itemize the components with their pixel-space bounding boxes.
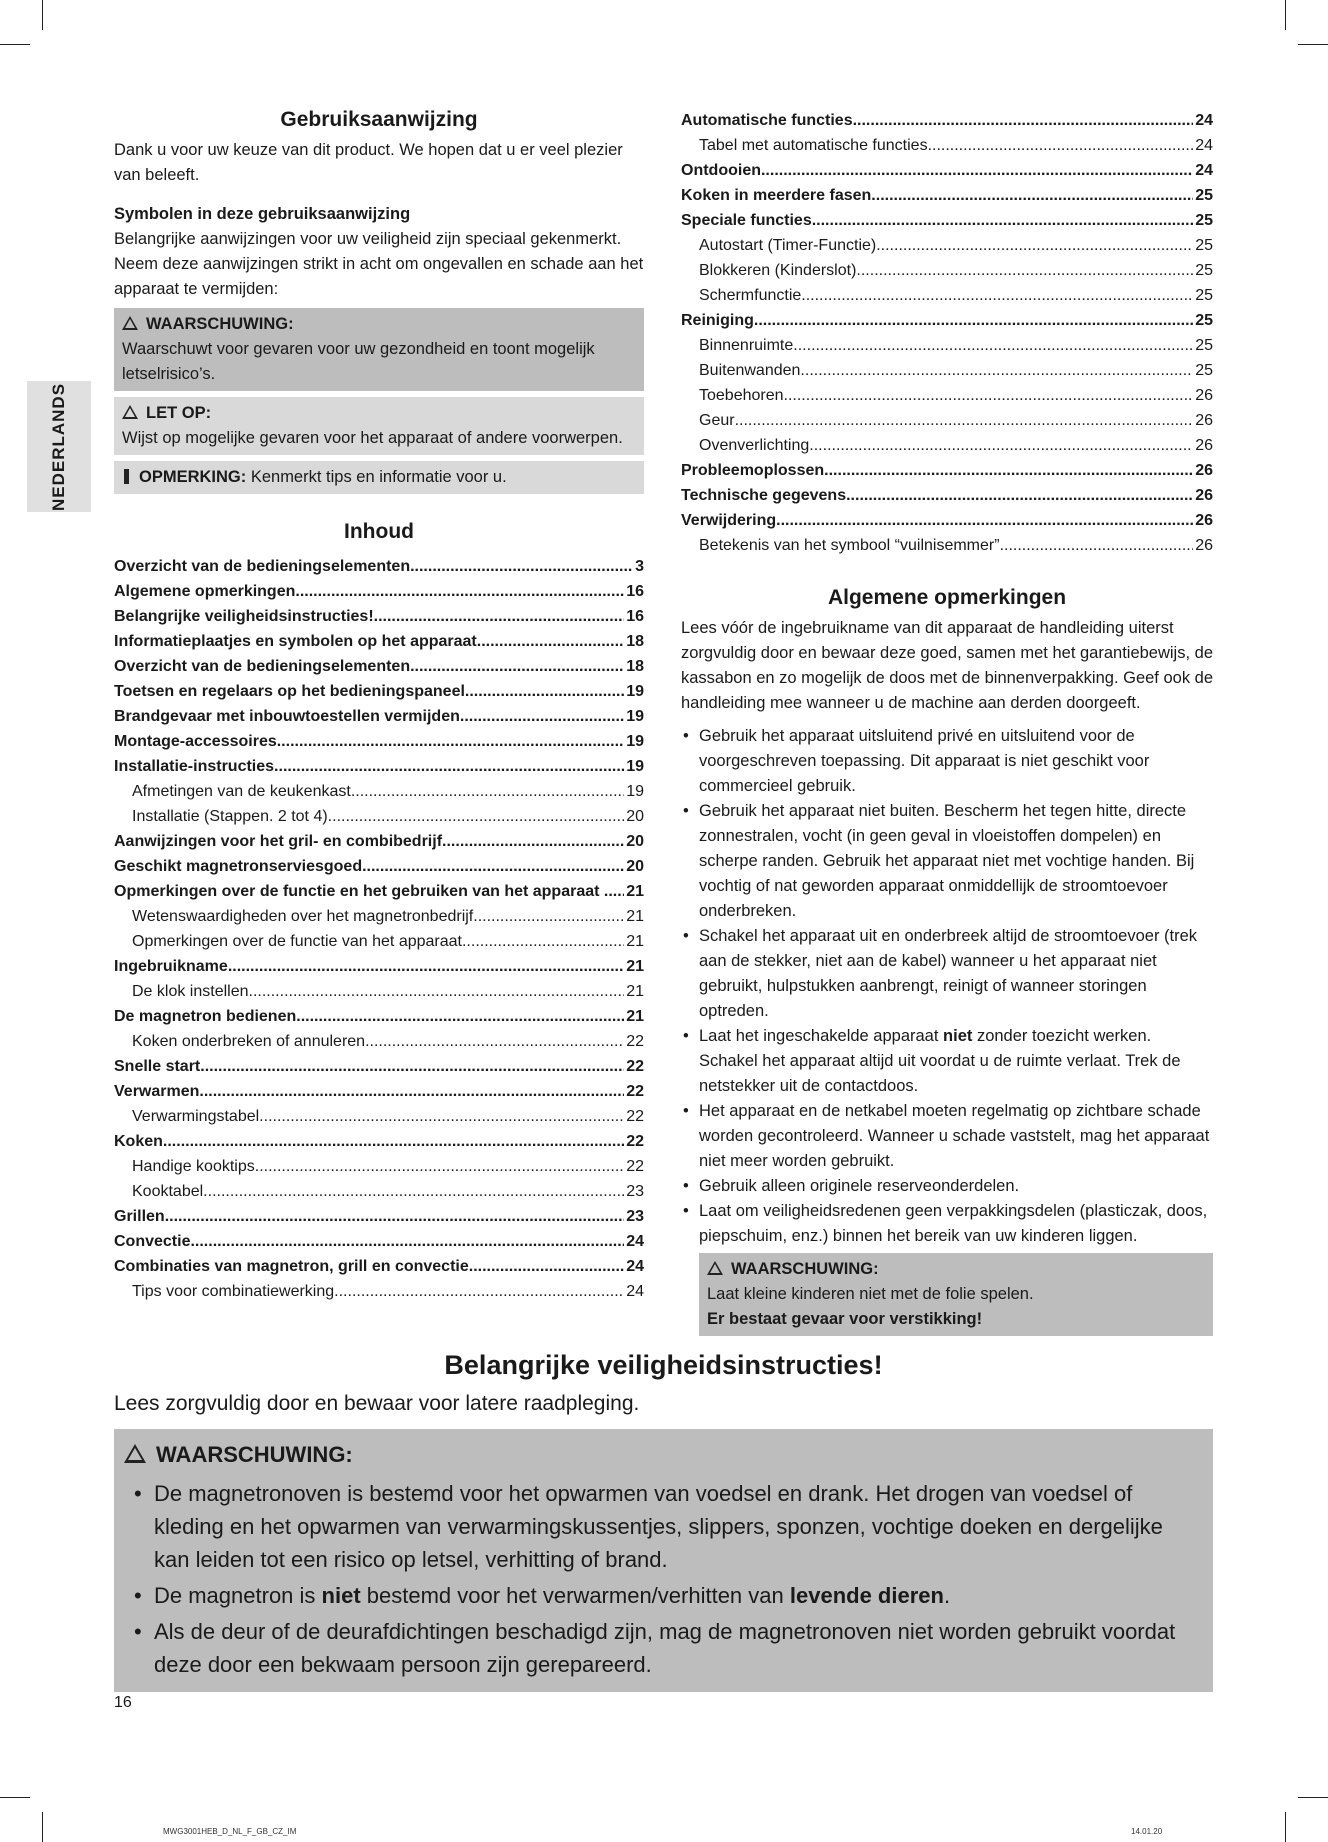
toc-page-number: 24 [1195, 162, 1213, 179]
toc-entry-title: Geur [699, 412, 735, 429]
toc-page-number: 25 [1195, 312, 1213, 329]
toc-entry-title: Installatie-instructies [114, 758, 275, 775]
toc-entry [114, 979, 644, 1004]
caution-label: LET OP: [146, 404, 212, 422]
note-label: OPMERKING: [139, 468, 247, 486]
right-column [681, 108, 1213, 1336]
toc-leader [477, 629, 624, 654]
toc-leader [469, 1254, 624, 1279]
toc-page-number: 21 [626, 883, 644, 900]
intro-text: Dank u voor uw keuze van dit product. We hopen dat u er veel plezier van beleeft. [114, 141, 623, 184]
toc-page-number: 25 [1195, 337, 1213, 354]
toc-entry [681, 158, 1213, 183]
crop-mark [1285, 0, 1286, 30]
warning-label: WAARSCHUWING: [156, 1442, 353, 1467]
toc-page-number: 25 [1195, 287, 1213, 304]
toc-entry-title: De magnetron bedienen [114, 1008, 297, 1025]
toc-leader [928, 133, 1194, 158]
toc-entry-title: Handige kooktips. [132, 1158, 260, 1175]
list-item-text: Laat het ingeschakelde apparaat [699, 1027, 944, 1045]
toc-entry-title: Buitenwanden [699, 362, 801, 379]
toc-leader [228, 954, 624, 979]
warning-label: WAARSCHUWING: [146, 315, 294, 333]
toc-leader [334, 1279, 624, 1304]
toc-leader [800, 358, 1193, 383]
toc-entry [681, 208, 1213, 233]
list-item-text: bestemd voor het verwarmen/verhitten van [360, 1583, 790, 1608]
toc-page-number: 24 [626, 1258, 644, 1275]
toc-entry [114, 1154, 644, 1179]
toc-entry-title: Schermfunctie [699, 287, 802, 304]
toc-entry [681, 308, 1213, 333]
toc-leader [410, 554, 633, 579]
toc-entry [681, 358, 1213, 383]
toc-entry-title: Belangrijke veiligheidsinstructies! [114, 608, 374, 625]
footer-doc-code: MWG3001HEB_D_NL_F_GB_CZ_IM [163, 1827, 297, 1836]
toc-entry [114, 1229, 644, 1254]
safety-warning-box [114, 1429, 1213, 1692]
toc-leader [410, 654, 624, 679]
toc-leader [754, 308, 1193, 333]
toc-page-number: 18 [626, 633, 644, 650]
crop-mark [1285, 1812, 1286, 1842]
toc-entry-title: Ontdooien [681, 162, 761, 179]
toc-leader [856, 258, 1193, 283]
toc-entry [114, 1179, 644, 1204]
toc-entry-title: Grillen [114, 1208, 165, 1225]
toc-entry [114, 954, 644, 979]
toc-entry [681, 533, 1213, 558]
toc-page-number: 26 [1195, 412, 1213, 429]
toc-page-number: 24 [626, 1283, 644, 1300]
toc-leader [473, 904, 624, 929]
toc-leader [249, 979, 625, 1004]
toc-leader [776, 508, 1193, 533]
toc-entry-title: Koken [114, 1133, 163, 1150]
toc-page-number: 3 [635, 558, 644, 575]
toc-entry [681, 333, 1213, 358]
warning-label: WAARSCHUWING: [731, 1260, 879, 1278]
toc-entry-title: Afmetingen van de keukenkast [132, 783, 351, 800]
toc-page-number: 26 [1195, 487, 1213, 504]
crop-mark [42, 1812, 43, 1842]
symbols-text: Belangrijke aanwijzingen voor uw veiligheid zijn speciaal gekenmerkt. Neem deze aanwijzingen strikt in acht om ongevallen en schade aan het apparaat te vermijden: [114, 230, 644, 298]
list-item: • Het apparaat en de netkabel moeten regelmatig op zichtbare schade worden gecontroleerd. Wanneer u schade vaststelt, mag het apparaat niet meer worden gebruikt. [681, 1099, 1213, 1174]
toc-page-number: 22 [626, 1083, 644, 1100]
toc-entry [114, 1104, 644, 1129]
list-item: • De magnetronoven is bestemd voor het opwarmen van voedsel en drank. Het drogen van voedsel of kleding en het opwarmen van verwarmingskussentjes, slippers, sponzen, vochtige doeken en dergelijke kan leiden tot een risico op letsel, verhitting of brand. [124, 1477, 1203, 1576]
warning-icon [707, 1261, 723, 1275]
toc-entry-title: Technische gegevens [681, 487, 847, 504]
toc-leader [876, 233, 1193, 258]
list-item-text: . [943, 1583, 951, 1608]
toc-entry-title: Overzicht van de bedieningselementen [114, 658, 411, 675]
toc-page-number: 25 [1195, 187, 1213, 204]
toc-leader [190, 1229, 624, 1254]
toc-leader [761, 158, 1193, 183]
toc-entry-title: Koken in meerdere fasen [681, 187, 872, 204]
toc-page-number: 16 [626, 608, 644, 625]
toc-leader [277, 729, 624, 754]
toc-page-number: 24 [1195, 112, 1213, 129]
toc-leader [846, 483, 1193, 508]
toc-entry [114, 904, 644, 929]
page-number: 16 [114, 1694, 132, 1711]
toc-entry [114, 629, 644, 654]
toc-entry [681, 108, 1213, 133]
toc-page-number: 20 [626, 833, 644, 850]
toc-page-number: 22 [626, 1033, 644, 1050]
toc-leader [203, 1179, 624, 1204]
caution-text: Wijst op mogelijke gevaren voor het apparaat of andere voorwerpen. [122, 429, 623, 447]
toc-leader [200, 1054, 624, 1079]
child-warning-box [699, 1253, 1213, 1336]
toc-leader [462, 929, 624, 954]
toc-entry-title: Brandgevaar met inbouwtoestellen vermijden [114, 708, 460, 725]
toc-entry-title: Opmerkingen over de functie van het apparaat [132, 933, 462, 950]
toc-entry [114, 804, 644, 829]
toc-leader [801, 283, 1193, 308]
safety-intro: Lees zorgvuldig door en bewaar voor latere raadpleging. [114, 1392, 640, 1415]
toc-entry-title: Toetsen en regelaars op het bedieningspaneel [114, 683, 465, 700]
toc-entry-title: Algemene opmerkingen [114, 583, 296, 600]
toc-entry [114, 1029, 644, 1054]
toc-entry-title: Montage-accessoires [114, 733, 277, 750]
list-item: • Gebruik alleen originele reserveonderdelen. [681, 1174, 1213, 1199]
toc-leader [374, 604, 625, 629]
warning-emphasis: Er bestaat gevaar voor verstikking! [707, 1310, 983, 1328]
toc-page-number: 21 [626, 983, 644, 1000]
toc-page-number: 25 [1195, 237, 1213, 254]
caution-icon [122, 405, 138, 419]
note-text: Kenmerkt tips en informatie voor u. [246, 468, 507, 486]
toc-entry [114, 879, 644, 904]
toc-entry [114, 1254, 644, 1279]
toc-leader [1000, 533, 1194, 558]
toc-entry-title: Convectie [114, 1233, 191, 1250]
toc-page-number: 22 [626, 1058, 644, 1075]
toc-entry [114, 829, 644, 854]
toc-entry-title: Toebehoren [699, 387, 784, 404]
toc-leader [784, 383, 1194, 408]
toc-entry [681, 508, 1213, 533]
list-item-text: De magnetron is [154, 1583, 322, 1608]
toc-leader [853, 108, 1194, 133]
toc-page-number: 24 [626, 1233, 644, 1250]
toc-page-number: 23 [626, 1208, 644, 1225]
toc-leader [274, 754, 624, 779]
toc-leader [465, 679, 624, 704]
toc-entry [114, 729, 644, 754]
list-item: • Laat om veiligheidsredenen geen verpakkingsdelen (plasticzak, doos, piepschuim, enz.) binnen het bereik van uw kinderen liggen. [681, 1199, 1213, 1249]
list-item: • Schakel het apparaat uit en onderbreek altijd de stroomtoevoer (trek aan de stekker, niet aan de kabel) wanneer u het apparaat niet gebruikt, hulpstukken aanbrengt, reinigt of wanneer storingen optreden. [681, 924, 1213, 1024]
toc-entry-title: De klok instellen [132, 983, 249, 1000]
toc-entry-title: Tabel met automatische functies [699, 137, 928, 154]
toc-page-number: 22 [626, 1133, 644, 1150]
toc-page-number: 19 [626, 783, 644, 800]
toc-entry [681, 283, 1213, 308]
toc-entry-title: Snelle start [114, 1058, 201, 1075]
toc-page-number: 25 [1195, 362, 1213, 379]
list-item: • Gebruik het apparaat niet buiten. Bescherm het tegen hitte, directe zonnestralen, vocht (in geen geval in vloeistoffen dompelen) en scherpe randen. Gebruik het apparaat niet met vochtige handen. Bij vochtig of nat geworden apparaat onmiddellijk de stroomtoevoer onderbreken. [681, 799, 1213, 924]
toc-entry [681, 483, 1213, 508]
toc-page-number: 22 [626, 1158, 644, 1175]
toc-leader [460, 704, 624, 729]
toc-entry [681, 458, 1213, 483]
toc-page-number: 19 [626, 683, 644, 700]
toc-page-number: 20 [626, 858, 644, 875]
toc-entry-title: Blokkeren (Kinderslot) [699, 262, 857, 279]
warning-icon [122, 316, 138, 330]
toc-entry-title: Automatische functies [681, 112, 853, 129]
toc-entry-title: Aanwijzingen voor het gril- en combibedrijf [114, 833, 443, 850]
toc-entry-title: Installatie (Stappen. 2 tot 4) [132, 808, 328, 825]
toc-entry-title: Probleemoplossen [681, 462, 825, 479]
toc-entry-title: Kooktabel [132, 1183, 204, 1200]
crop-mark [0, 1797, 30, 1798]
toc-entry-title: Geschikt magnetronserviesgoed [114, 858, 363, 875]
toc-entry [114, 754, 644, 779]
toc-page-number: 23 [626, 1183, 644, 1200]
list-item: • Als de deur of de deurafdichtingen beschadigd zijn, mag de magnetronoven niet worden gebruikt voordat deze door een bekwaam persoon zijn gerepareerd. [124, 1615, 1203, 1681]
list-item [681, 1024, 1213, 1099]
toc-entry [114, 1204, 644, 1229]
toc-page-number: 18 [626, 658, 644, 675]
general-title: Algemene opmerkingen [827, 586, 1067, 609]
toc-leader [351, 779, 624, 804]
toc-entry-title: Binnenruimte [699, 337, 794, 354]
toc-entry-title: Verwarmingstabel [132, 1108, 260, 1125]
list-item-emphasis: niet [943, 1027, 973, 1045]
toc-entry-title: Overzicht van de bedieningselementen [114, 558, 411, 575]
toc-page-number: 21 [626, 933, 644, 950]
warning-icon [124, 1444, 146, 1463]
toc-leader [735, 408, 1194, 433]
toc-entry [114, 1004, 644, 1029]
warning-text: Waarschuwt voor gevaren voor uw gezondheid en toont mogelijk letselrisico’s. [122, 340, 595, 383]
toc-entry [114, 654, 644, 679]
warning-text: Laat kleine kinderen niet met de folie spelen. [707, 1285, 1034, 1303]
toc-page-number: 26 [1195, 512, 1213, 529]
toc-leader [809, 433, 1193, 458]
toc-entry-title: Combinaties van magnetron, grill en convectie [114, 1258, 469, 1275]
toc-page-number: 26 [1195, 537, 1213, 554]
toc-entry-title: Verwijdering [681, 512, 777, 529]
toc-page-number: 25 [1195, 212, 1213, 229]
toc-entry-title: Opmerkingen over de functie en het gebruiken van het apparaat .. [114, 883, 613, 900]
list-item-emphasis: levende dieren [789, 1583, 944, 1608]
language-side-tab [27, 381, 91, 512]
toc-page-number: 26 [1195, 387, 1213, 404]
toc-leader [442, 829, 624, 854]
toc-page-number: 16 [626, 583, 644, 600]
toc-leader [163, 1129, 624, 1154]
toc-entry [114, 554, 644, 579]
toc-page-number: 25 [1195, 262, 1213, 279]
toc-leader [824, 458, 1193, 483]
toc-entry-title: Speciale functies [681, 212, 812, 229]
crop-mark [42, 0, 43, 30]
toc-leader [199, 1079, 624, 1104]
toc-entry [114, 704, 644, 729]
toc-entry [114, 854, 644, 879]
toc-entry [681, 183, 1213, 208]
toc-entry-title: Autostart (Timer-Functie) [699, 237, 877, 254]
toc-entry-title: Koken onderbreken of annuleren [132, 1033, 366, 1050]
toc-page-number: 26 [1195, 462, 1213, 479]
toc-leader [613, 879, 624, 904]
toc-leader [793, 333, 1193, 358]
toc-page-number: 22 [626, 1108, 644, 1125]
crop-mark [1298, 44, 1328, 45]
toc-entry-title: Verwarmen [114, 1083, 200, 1100]
toc-entry [114, 1129, 644, 1154]
toc-page-number: 19 [626, 708, 644, 725]
toc-entry [681, 258, 1213, 283]
list-item: • Gebruik het apparaat uitsluitend privé en uitsluitend voor de voorgeschreven toepassing. Dit apparaat is niet geschikt voor commercieel gebruik. [681, 724, 1213, 799]
manual-title: Gebruiksaanwijzing [280, 108, 478, 131]
crop-mark [0, 44, 30, 45]
crop-mark [1298, 1797, 1328, 1798]
toc-entry-title: Ovenverlichting [699, 437, 810, 454]
toc-entry [114, 929, 644, 954]
toc-title: Inhoud [344, 520, 414, 543]
toc-entry [114, 1054, 644, 1079]
warning-box [114, 308, 644, 391]
toc-leader [328, 804, 625, 829]
toc-entry-title: Informatieplaatjes en symbolen op het apparaat [114, 633, 477, 650]
toc-entry [681, 408, 1213, 433]
toc-entry [114, 1079, 644, 1104]
toc-entry [114, 604, 644, 629]
toc-entry [114, 579, 644, 604]
info-icon [124, 469, 129, 484]
list-item-emphasis: niet [321, 1583, 361, 1608]
safety-title: Belangrijke veiligheidsinstructies! [444, 1350, 883, 1380]
toc-entry-title: Reiniging [681, 312, 754, 329]
toc-leader [259, 1154, 624, 1179]
toc-entry-title: Wetenswaardigheden over het magnetronbedrijf [132, 908, 474, 925]
toc-page-number: 21 [626, 1008, 644, 1025]
list-item [124, 1579, 1203, 1612]
footer-date: 14.01.20 [1131, 1827, 1163, 1836]
table-of-contents-continued [681, 108, 1213, 558]
toc-entry [114, 679, 644, 704]
toc-leader [812, 208, 1193, 233]
toc-page-number: 24 [1195, 137, 1213, 154]
note-box [114, 461, 644, 494]
left-column [114, 108, 644, 1304]
toc-page-number: 21 [626, 958, 644, 975]
toc-page-number: 19 [626, 733, 644, 750]
toc-entry [114, 779, 644, 804]
toc-leader [295, 579, 624, 604]
general-bullets [681, 724, 1213, 1249]
toc-entry [681, 133, 1213, 158]
toc-entry-title: Betekenis van het symbool “vuilnisemmer” [699, 537, 1000, 554]
toc-leader [871, 183, 1193, 208]
toc-leader [165, 1204, 625, 1229]
toc-page-number: 26 [1195, 437, 1213, 454]
toc-entry [681, 433, 1213, 458]
toc-entry [681, 383, 1213, 408]
toc-entry [114, 1279, 644, 1304]
toc-page-number: 21 [626, 908, 644, 925]
general-intro: Lees vóór de ingebruikname van dit apparaat de handleiding uiterst zorgvuldig door en bewaar deze goed, samen met het garantiebewijs, de kassabon en zo mogelijk de doos met de binnenverpakking. Geef ook de handleiding mee wanneer u de machine aan derden doorgeeft. [681, 619, 1214, 712]
toc-leader [259, 1104, 624, 1129]
list-item-text: zonder toezicht werken. Schakel het apparaat altijd uit voordat u de ruimte verlaat. Trek de netstekker uit de contactdoos. [699, 1027, 1181, 1095]
toc-entry-title: Ingebruikname [114, 958, 228, 975]
toc-page-number: 19 [626, 758, 644, 775]
table-of-contents [114, 554, 644, 1304]
language-label: NEDERLANDS [49, 382, 68, 511]
toc-leader [362, 854, 624, 879]
caution-box [114, 397, 644, 455]
toc-entry [681, 233, 1213, 258]
toc-page-number: 20 [626, 808, 644, 825]
safety-section [114, 1350, 1213, 1692]
toc-leader [296, 1004, 624, 1029]
toc-leader [365, 1029, 624, 1054]
symbols-heading: Symbolen in deze gebruiksaanwijzing [114, 205, 411, 223]
toc-entry-title: Tips voor combinatiewerking [132, 1283, 335, 1300]
